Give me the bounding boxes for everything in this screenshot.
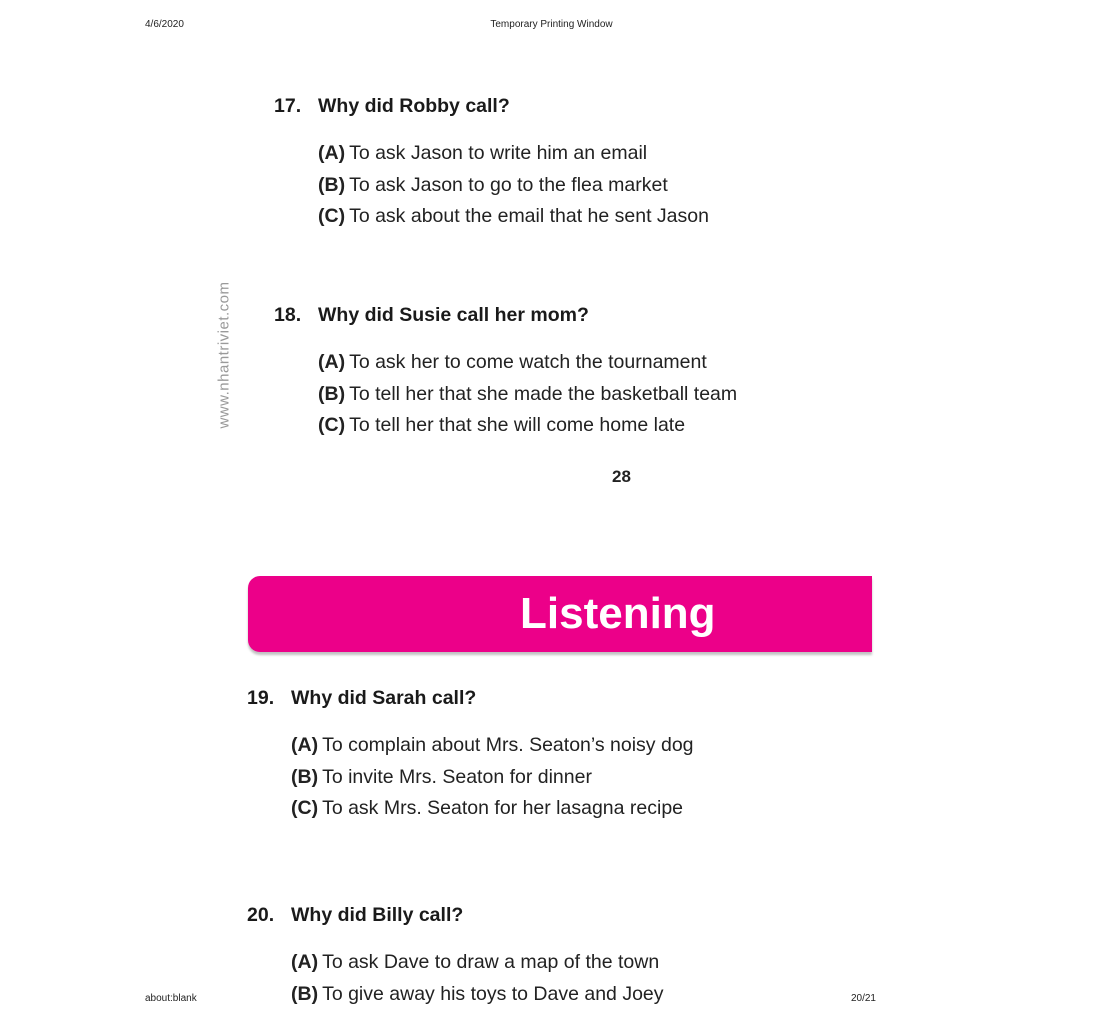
question-number: 19. [247, 687, 275, 709]
section-title: Listening [520, 589, 716, 638]
print-date: 4/6/2020 [145, 19, 184, 30]
question-number: 20. [247, 904, 275, 926]
print-page-indicator: 20/21 [850, 993, 876, 1004]
watermark-text: www.nhantriviet.com [215, 280, 233, 429]
page-number: 28 [612, 467, 631, 486]
answer-option-c: (C) To ask Mrs. Seaton for her lasagna recipe [291, 797, 684, 819]
question-prompt: Why did Susie call her mom? [318, 304, 589, 326]
print-url: about:blank [145, 993, 197, 1004]
question-prompt: Why did Billy call? [291, 904, 464, 926]
question-prompt: Why did Sarah call? [291, 687, 477, 709]
question-number: 18. [274, 304, 302, 326]
answer-option-b: (B) To invite Mrs. Seaton for dinner [291, 765, 592, 788]
answer-option-b: (B) To give away his toys to Dave and Joey [291, 982, 664, 1005]
answer-option-c: (C) To ask about the email that he sent Jason [318, 205, 709, 227]
answer-option-c: (C) To tell her that she will come home late [318, 414, 686, 436]
question-number: 17. [274, 95, 302, 117]
answer-option-b: (B) To ask Jason to go to the flea market [318, 173, 668, 196]
answer-option-a: (A) To ask her to come watch the tournament [318, 351, 707, 373]
answer-option-b: (B) To tell her that she made the basketball team [318, 382, 738, 405]
question-prompt: Why did Robby call? [318, 95, 510, 117]
answer-option-a: (A) To ask Jason to write him an email [318, 142, 648, 164]
question-heading [247, 903, 664, 927]
print-footer [0, 993, 1024, 1007]
answer-option-a: (A) To ask Dave to draw a map of the town [291, 951, 660, 973]
print-window-title: Temporary Printing Window [490, 19, 613, 30]
answer-option-a: (A) To complain about Mrs. Seaton’s noisy dog [291, 734, 694, 756]
